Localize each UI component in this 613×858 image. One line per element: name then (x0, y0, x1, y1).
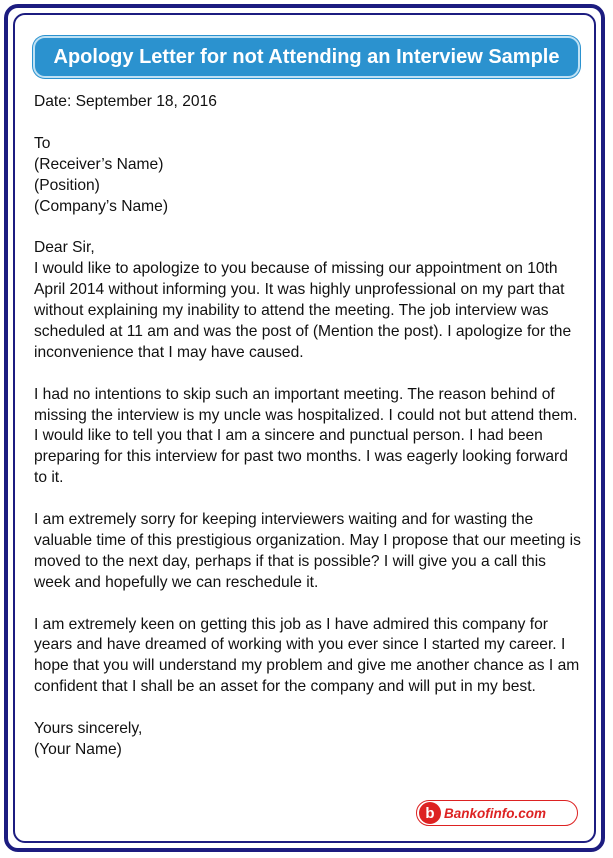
recipient-position: (Position) (34, 176, 100, 194)
paragraph: I had no intentions to skip such an important meeting. The reason behind of missing the interview is my uncle was hospitalized. I could not but attend them. I would like to tell you that I am a sincere and punctual person. I had been preparing for this interview for past two months. I was eagerly looking forward to it. (34, 385, 578, 487)
letter-date: Date: September 18, 2016 (34, 93, 217, 110)
logo-text: Bankofinfo.com (444, 805, 547, 821)
salutation: Dear Sir, (34, 239, 95, 257)
recipient-to: To (34, 134, 51, 152)
letter-body (34, 92, 584, 761)
paragraph: I am extremely keen on getting this job as I have admired this company for years and have dreamed of working with you ever since I started my career. I hope that you will understand my problem and give me another chance as I am confident that I shall be an asset for the company and will put in my best. (34, 615, 580, 696)
bankofinfo-logo (416, 800, 578, 826)
paragraph: I would like to apologize to you because of missing our appointment on 10th April 2014 without informing you. It was highly unprofessional on my part that without explaining my inability to attend the meeting. The job interview was scheduled at 11 am and was the post of (Mention the post). I apologize for the inconvenience that I may have caused. (34, 260, 572, 361)
logo-mark-icon: b (419, 802, 441, 824)
closing: Yours sincerely, (34, 720, 143, 738)
paragraph: I am extremely sorry for keeping interviewers waiting and for wasting the valuable time of this prestigious organization. May I propose that our meeting is moved to the next day, perhaps if that is possible? I will give you a call this week and hopefully we can reschedule it. (34, 511, 581, 591)
page-title: Apology Letter for not Attending an Interview Sample (33, 36, 580, 78)
signature: (Your Name) (34, 741, 122, 758)
recipient-name: (Receiver’s Name) (34, 155, 164, 173)
recipient-company: (Company’s Name) (34, 197, 169, 215)
